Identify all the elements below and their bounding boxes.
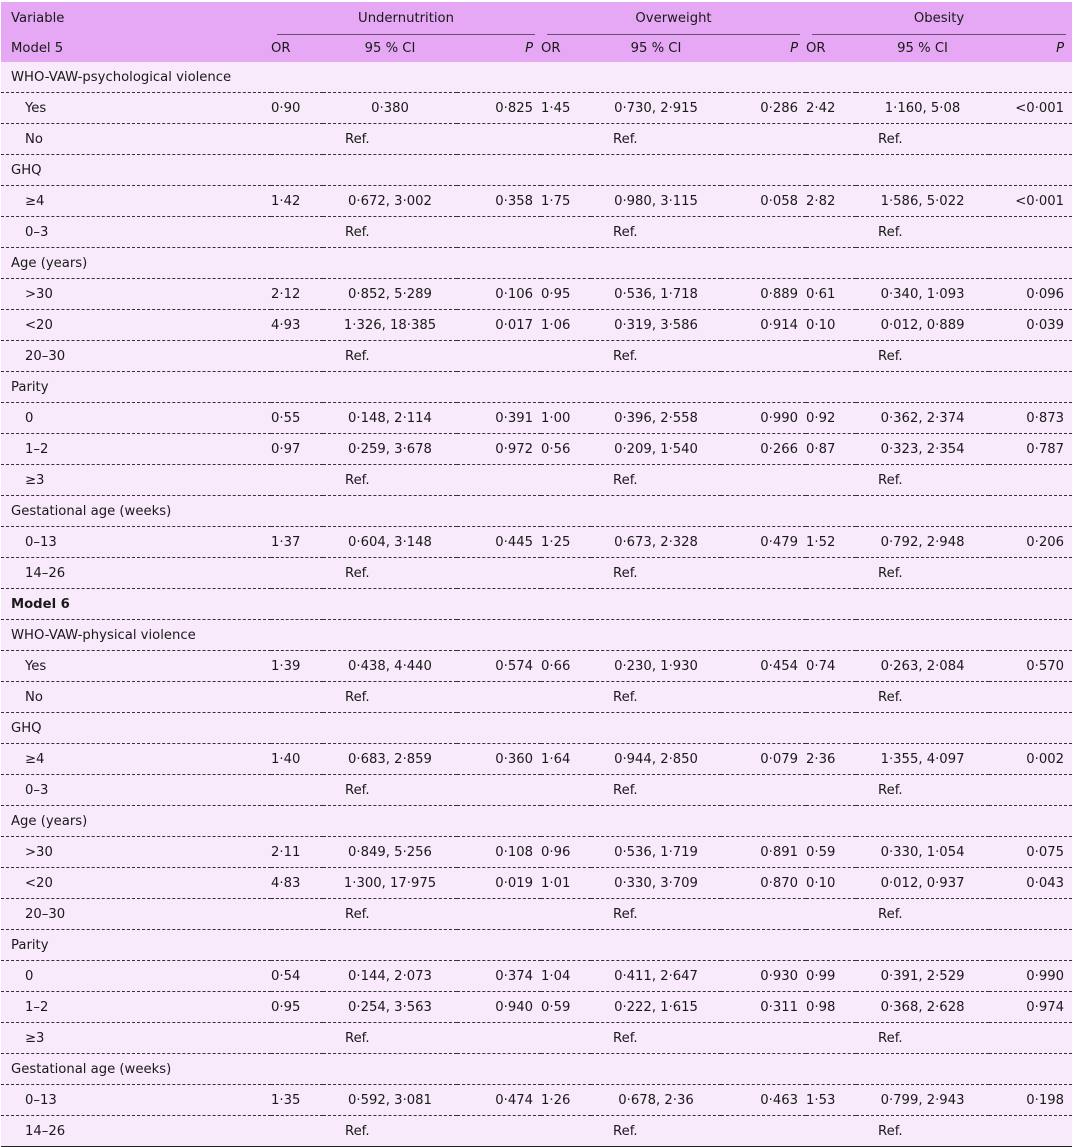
or-value: 0·92 xyxy=(806,403,856,434)
category-label: ≥3 xyxy=(1,465,271,496)
p-value: 0·990 xyxy=(989,961,1072,992)
reference-label: Ref. xyxy=(591,1116,806,1147)
p-header: P xyxy=(457,35,541,62)
category-label: No xyxy=(1,682,271,713)
or-value: 0·74 xyxy=(806,651,856,682)
p-header: P xyxy=(721,35,806,62)
reference-label: Ref. xyxy=(323,1116,541,1147)
variable-label: Gestational age (weeks) xyxy=(1,496,271,527)
reference-label: Ref. xyxy=(856,217,1072,248)
table-row xyxy=(1,651,1072,682)
ci-value: 0·368, 2·628 xyxy=(856,992,989,1023)
or-value: 1·00 xyxy=(541,403,591,434)
or-value: 0·90 xyxy=(271,93,323,124)
table-row xyxy=(1,868,1072,899)
p-value: 0·358 xyxy=(457,186,541,217)
variable-label: GHQ xyxy=(1,155,271,186)
p-value: 0·479 xyxy=(721,527,806,558)
or-header: OR xyxy=(271,35,323,62)
ci-value: 0·148, 2·114 xyxy=(323,403,457,434)
category-label: 0–13 xyxy=(1,527,271,558)
reference-label: Ref. xyxy=(323,1023,541,1054)
ci-value: 0·396, 2·558 xyxy=(591,403,721,434)
group-label: Undernutrition xyxy=(358,11,454,26)
category-label: 0 xyxy=(1,961,271,992)
category-label: <20 xyxy=(1,868,271,899)
or-value: 0·97 xyxy=(271,434,323,465)
p-value: 0·914 xyxy=(721,310,806,341)
reference-label: Ref. xyxy=(591,1023,806,1054)
ci-value: 0·330, 3·709 xyxy=(591,868,721,899)
results-table-container xyxy=(1,2,1072,1147)
table-row xyxy=(1,217,1072,248)
ci-value: 0·730, 2·915 xyxy=(591,93,721,124)
p-value: 0·873 xyxy=(989,403,1072,434)
variable-label: Parity xyxy=(1,930,271,961)
ci-value: 0·852, 5·289 xyxy=(323,279,457,310)
or-value: 0·98 xyxy=(806,992,856,1023)
or-value: 1·04 xyxy=(541,961,591,992)
ci-value: 0·792, 2·948 xyxy=(856,527,989,558)
p-value: 0·825 xyxy=(457,93,541,124)
group-label: Obesity xyxy=(913,11,965,26)
reference-label: Ref. xyxy=(591,682,806,713)
table-row xyxy=(1,961,1072,992)
or-header: OR xyxy=(806,35,856,62)
or-value: 1·25 xyxy=(541,527,591,558)
table-row xyxy=(1,465,1072,496)
p-value: 0·930 xyxy=(721,961,806,992)
ci-header: 95 % CI xyxy=(856,35,989,62)
ci-value: 0·380 xyxy=(323,93,457,124)
reference-label: Ref. xyxy=(856,341,1072,372)
group-header-obesity xyxy=(806,2,1072,35)
category-label: >30 xyxy=(1,837,271,868)
ci-value: 0·259, 3·678 xyxy=(323,434,457,465)
ci-value: 0·263, 2·084 xyxy=(856,651,989,682)
p-value: 0·990 xyxy=(721,403,806,434)
p-value: 0·096 xyxy=(989,279,1072,310)
or-value: 0·95 xyxy=(541,279,591,310)
ci-value: 0·391, 2·529 xyxy=(856,961,989,992)
p-value: 0·039 xyxy=(989,310,1072,341)
table-row xyxy=(1,93,1072,124)
category-label: 0–13 xyxy=(1,1085,271,1116)
ci-value: 0·849, 5·256 xyxy=(323,837,457,868)
or-value: 4·93 xyxy=(271,310,323,341)
table-row xyxy=(1,62,1072,93)
table-row xyxy=(1,682,1072,713)
or-value: 0·95 xyxy=(271,992,323,1023)
table-row xyxy=(1,930,1072,961)
p-value: 0·019 xyxy=(457,868,541,899)
reference-label: Ref. xyxy=(323,217,541,248)
variable-header: Variable xyxy=(1,2,271,35)
or-value: 1·35 xyxy=(271,1085,323,1116)
reference-label: Ref. xyxy=(591,775,806,806)
p-value: <0·001 xyxy=(989,93,1072,124)
category-label: 1–2 xyxy=(1,434,271,465)
ci-value: 0·222, 1·615 xyxy=(591,992,721,1023)
reference-label: Ref. xyxy=(323,465,541,496)
reference-label: Ref. xyxy=(591,217,806,248)
or-value: 0·59 xyxy=(806,837,856,868)
p-value: 0·474 xyxy=(457,1085,541,1116)
p-value: 0·266 xyxy=(721,434,806,465)
table-row xyxy=(1,558,1072,589)
table-row xyxy=(1,186,1072,217)
or-value: 1·45 xyxy=(541,93,591,124)
reference-label: Ref. xyxy=(591,899,806,930)
p-value: 0·870 xyxy=(721,868,806,899)
p-value: 0·463 xyxy=(721,1085,806,1116)
table-row xyxy=(1,806,1072,837)
category-label: 14–26 xyxy=(1,1116,271,1147)
results-table xyxy=(1,2,1072,1147)
category-label: Yes xyxy=(1,651,271,682)
variable-label: Age (years) xyxy=(1,248,271,279)
ci-value: 0·673, 2·328 xyxy=(591,527,721,558)
group-header-undernutrition xyxy=(271,2,541,35)
table-row xyxy=(1,1085,1072,1116)
table-row xyxy=(1,341,1072,372)
table-row xyxy=(1,527,1072,558)
or-value: 1·01 xyxy=(541,868,591,899)
reference-label: Ref. xyxy=(856,775,1072,806)
or-value: 1·40 xyxy=(271,744,323,775)
p-value: 0·570 xyxy=(989,651,1072,682)
ci-value: 0·362, 2·374 xyxy=(856,403,989,434)
or-value: 1·75 xyxy=(541,186,591,217)
ci-value: 1·586, 5·022 xyxy=(856,186,989,217)
p-value: 0·391 xyxy=(457,403,541,434)
ci-value: 0·536, 1·719 xyxy=(591,837,721,868)
ci-value: 0·980, 3·115 xyxy=(591,186,721,217)
ci-value: 0·319, 3·586 xyxy=(591,310,721,341)
reference-label: Ref. xyxy=(591,124,806,155)
or-value: 0·55 xyxy=(271,403,323,434)
or-value: 1·53 xyxy=(806,1085,856,1116)
category-label: ≥4 xyxy=(1,744,271,775)
reference-label: Ref. xyxy=(856,899,1072,930)
table-row xyxy=(1,713,1072,744)
category-label: 0–3 xyxy=(1,217,271,248)
reference-label: Ref. xyxy=(323,775,541,806)
reference-label: Ref. xyxy=(856,558,1072,589)
table-row xyxy=(1,248,1072,279)
table-row xyxy=(1,744,1072,775)
or-value: 0·87 xyxy=(806,434,856,465)
variable-label: WHO-VAW-physical violence xyxy=(1,620,271,651)
ci-value: 0·411, 2·647 xyxy=(591,961,721,992)
category-label: No xyxy=(1,124,271,155)
ci-value: 0·012, 0·937 xyxy=(856,868,989,899)
reference-label: Ref. xyxy=(856,465,1072,496)
p-value: <0·001 xyxy=(989,186,1072,217)
reference-label: Ref. xyxy=(323,341,541,372)
or-value: 2·42 xyxy=(806,93,856,124)
or-value: 0·66 xyxy=(541,651,591,682)
ci-value: 0·683, 2·859 xyxy=(323,744,457,775)
ci-value: 0·604, 3·148 xyxy=(323,527,457,558)
category-label: 20–30 xyxy=(1,341,271,372)
table-row xyxy=(1,775,1072,806)
variable-label: WHO-VAW-psychological violence xyxy=(1,62,271,93)
or-value: 0·99 xyxy=(806,961,856,992)
p-value: 0·891 xyxy=(721,837,806,868)
ci-value: 1·160, 5·08 xyxy=(856,93,989,124)
ci-value: 0·144, 2·073 xyxy=(323,961,457,992)
p-value: 0·974 xyxy=(989,992,1072,1023)
or-value: 2·11 xyxy=(271,837,323,868)
variable-label: Gestational age (weeks) xyxy=(1,1054,271,1085)
table-row xyxy=(1,434,1072,465)
table-row xyxy=(1,403,1072,434)
model-5-label: Model 5 xyxy=(1,35,271,62)
or-value: 1·64 xyxy=(541,744,591,775)
ci-value: 0·012, 0·889 xyxy=(856,310,989,341)
variable-label: GHQ xyxy=(1,713,271,744)
p-value: 0·574 xyxy=(457,651,541,682)
ci-value: 1·326, 18·385 xyxy=(323,310,457,341)
table-row xyxy=(1,279,1072,310)
p-value: 0·454 xyxy=(721,651,806,682)
table-row xyxy=(1,1054,1072,1085)
ci-value: 0·209, 1·540 xyxy=(591,434,721,465)
p-value: 0·017 xyxy=(457,310,541,341)
or-value: 1·26 xyxy=(541,1085,591,1116)
or-value: 0·56 xyxy=(541,434,591,465)
reference-label: Ref. xyxy=(856,682,1072,713)
table-row xyxy=(1,155,1072,186)
or-value: 4·83 xyxy=(271,868,323,899)
ci-header: 95 % CI xyxy=(591,35,721,62)
p-value: 0·940 xyxy=(457,992,541,1023)
p-value: 0·360 xyxy=(457,744,541,775)
p-header: P xyxy=(989,35,1072,62)
or-value: 1·39 xyxy=(271,651,323,682)
ci-value: 0·536, 1·718 xyxy=(591,279,721,310)
table-row xyxy=(1,310,1072,341)
table-row xyxy=(1,589,1072,620)
p-value: 0·002 xyxy=(989,744,1072,775)
category-label: <20 xyxy=(1,310,271,341)
or-value: 0·10 xyxy=(806,310,856,341)
ci-value: 0·944, 2·850 xyxy=(591,744,721,775)
or-value: 0·54 xyxy=(271,961,323,992)
p-value: 0·787 xyxy=(989,434,1072,465)
group-label: Overweight xyxy=(635,11,712,26)
or-header: OR xyxy=(541,35,591,62)
or-value: 1·37 xyxy=(271,527,323,558)
or-value: 1·42 xyxy=(271,186,323,217)
p-value: 0·972 xyxy=(457,434,541,465)
ci-value: 0·799, 2·943 xyxy=(856,1085,989,1116)
or-value: 1·06 xyxy=(541,310,591,341)
reference-label: Ref. xyxy=(856,1023,1072,1054)
category-label: 1–2 xyxy=(1,992,271,1023)
reference-label: Ref. xyxy=(323,682,541,713)
reference-label: Ref. xyxy=(323,899,541,930)
or-value: 0·10 xyxy=(806,868,856,899)
table-row xyxy=(1,372,1072,403)
category-label: 0–3 xyxy=(1,775,271,806)
reference-label: Ref. xyxy=(591,465,806,496)
p-value: 0·206 xyxy=(989,527,1072,558)
category-label: ≥3 xyxy=(1,1023,271,1054)
p-value: 0·286 xyxy=(721,93,806,124)
table-header xyxy=(1,2,1072,62)
or-value: 2·82 xyxy=(806,186,856,217)
table-row xyxy=(1,1116,1072,1147)
category-label: 14–26 xyxy=(1,558,271,589)
reference-label: Ref. xyxy=(591,558,806,589)
category-label: ≥4 xyxy=(1,186,271,217)
ci-value: 0·438, 4·440 xyxy=(323,651,457,682)
reference-label: Ref. xyxy=(323,558,541,589)
p-value: 0·311 xyxy=(721,992,806,1023)
p-value: 0·058 xyxy=(721,186,806,217)
ci-header: 95 % CI xyxy=(323,35,457,62)
table-row xyxy=(1,1023,1072,1054)
ci-value: 0·330, 1·054 xyxy=(856,837,989,868)
table-row xyxy=(1,992,1072,1023)
ci-value: 0·592, 3·081 xyxy=(323,1085,457,1116)
or-value: 2·12 xyxy=(271,279,323,310)
reference-label: Ref. xyxy=(323,124,541,155)
category-label: Yes xyxy=(1,93,271,124)
category-label: 0 xyxy=(1,403,271,434)
reference-label: Ref. xyxy=(591,341,806,372)
or-value: 1·52 xyxy=(806,527,856,558)
ci-value: 0·230, 1·930 xyxy=(591,651,721,682)
table-row xyxy=(1,124,1072,155)
category-label: 20–30 xyxy=(1,899,271,930)
reference-label: Ref. xyxy=(856,124,1072,155)
table-row xyxy=(1,620,1072,651)
or-value: 0·59 xyxy=(541,992,591,1023)
ci-value: 0·340, 1·093 xyxy=(856,279,989,310)
p-value: 0·106 xyxy=(457,279,541,310)
p-value: 0·079 xyxy=(721,744,806,775)
p-value: 0·108 xyxy=(457,837,541,868)
ci-value: 1·355, 4·097 xyxy=(856,744,989,775)
ci-value: 0·678, 2·36 xyxy=(591,1085,721,1116)
p-value: 0·889 xyxy=(721,279,806,310)
or-value: 0·61 xyxy=(806,279,856,310)
reference-label: Ref. xyxy=(856,1116,1072,1147)
ci-value: 0·254, 3·563 xyxy=(323,992,457,1023)
model-label: Model 6 xyxy=(1,589,271,620)
table-row xyxy=(1,899,1072,930)
ci-value: 0·672, 3·002 xyxy=(323,186,457,217)
ci-value: 1·300, 17·975 xyxy=(323,868,457,899)
p-value: 0·043 xyxy=(989,868,1072,899)
p-value: 0·374 xyxy=(457,961,541,992)
category-label: >30 xyxy=(1,279,271,310)
p-value: 0·445 xyxy=(457,527,541,558)
or-value: 2·36 xyxy=(806,744,856,775)
table-row xyxy=(1,837,1072,868)
group-header-overweight xyxy=(541,2,806,35)
table-body xyxy=(1,62,1072,1147)
p-value: 0·075 xyxy=(989,837,1072,868)
table-row xyxy=(1,496,1072,527)
variable-label: Parity xyxy=(1,372,271,403)
variable-label: Age (years) xyxy=(1,806,271,837)
ci-value: 0·323, 2·354 xyxy=(856,434,989,465)
or-value: 0·96 xyxy=(541,837,591,868)
p-value: 0·198 xyxy=(989,1085,1072,1116)
